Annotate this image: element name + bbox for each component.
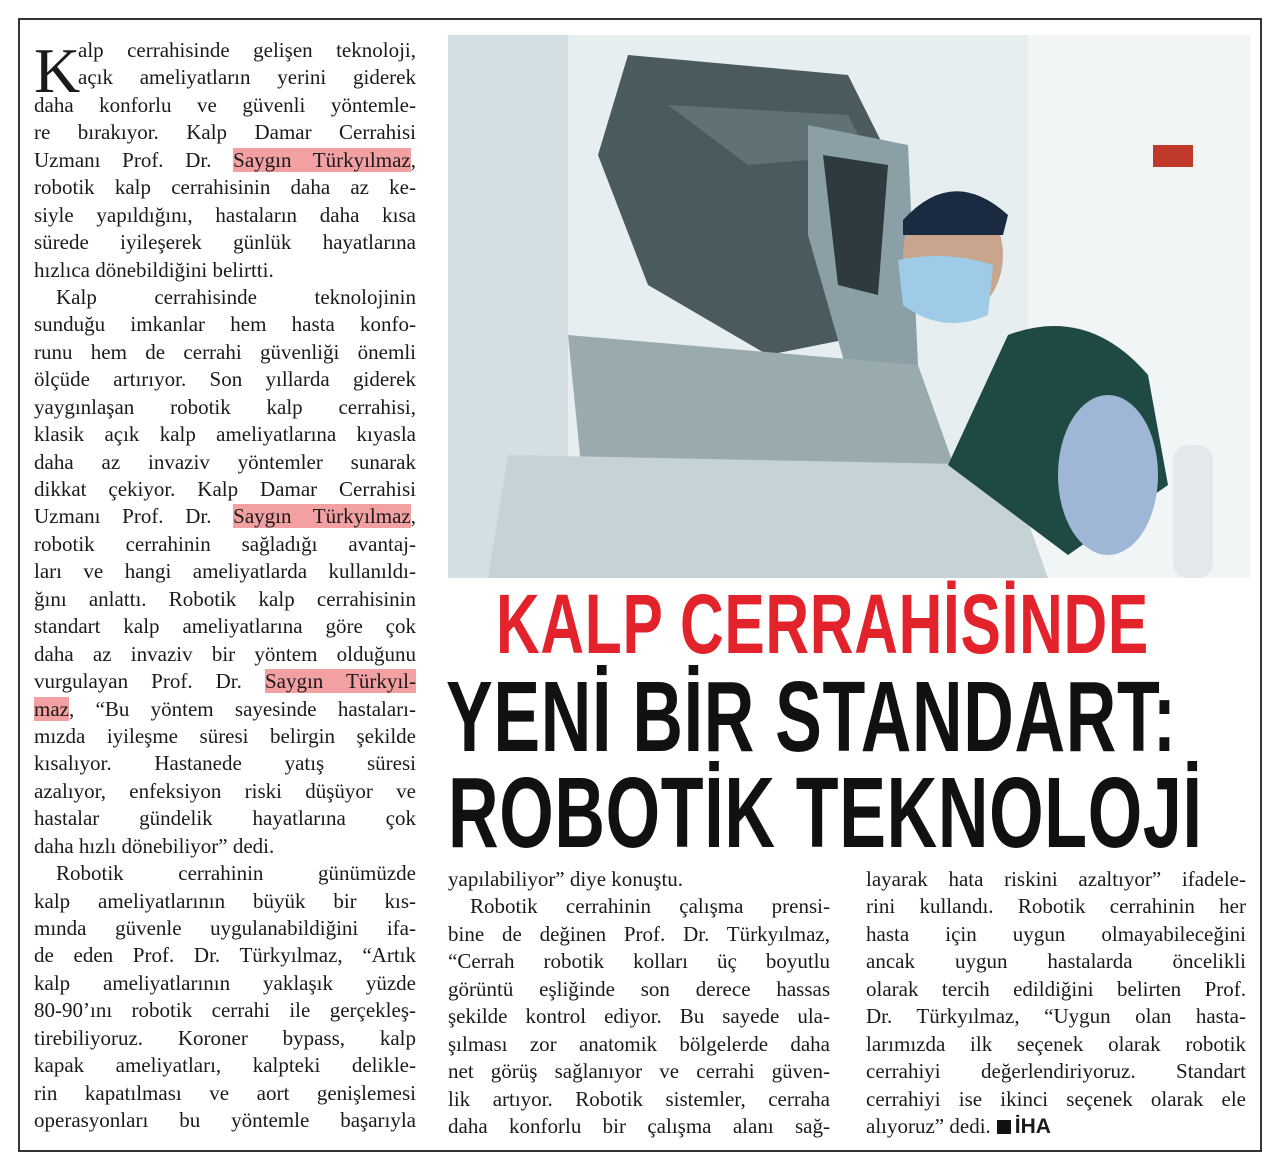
article-column-1 — [34, 37, 416, 1135]
highlighted-name: maz — [34, 696, 69, 721]
text-segment: açık ameliyatların yerini giderek — [78, 65, 416, 90]
text-line — [448, 1003, 830, 1030]
text-line — [866, 1058, 1246, 1085]
text-segment: rin kapatılması ve aort genişlemesi — [34, 1080, 416, 1105]
text-line — [34, 558, 416, 585]
article-column-3 — [866, 866, 1246, 1140]
text-segment: Uzmanı Prof. Dr. — [34, 147, 234, 172]
text-segment: şılması zor anatomik bölgelerde daha — [448, 1031, 830, 1056]
text-line — [34, 778, 416, 805]
text-segment: Robotik cerrahinin günümüzde — [56, 861, 416, 886]
text-line — [34, 970, 416, 997]
text-segment: hasta için uygun olmayabileceğini — [866, 921, 1246, 946]
text-line — [866, 1031, 1246, 1058]
highlighted-name: Saygın Türkyıl- — [264, 669, 416, 694]
text-segment: Uzmanı Prof. Dr. — [34, 504, 234, 529]
text-line — [448, 921, 830, 948]
text-line — [34, 503, 416, 530]
highlighted-name: Saygın Türkyılmaz — [233, 147, 411, 172]
text-segment: daha az invaziv yöntemler sunarak — [34, 449, 416, 474]
text-segment: alp cerrahisinde gelişen teknoloji, — [78, 38, 416, 62]
text-segment: yapılabiliyor” diye konuştu. — [448, 867, 684, 891]
headline-line-3: ROBOTİK TEKNOLOJİ — [448, 757, 1203, 869]
text-line — [34, 174, 416, 201]
text-segment: kalp ameliyatlarının yaklaşık yüzde — [34, 970, 416, 995]
text-segment: robotik kalp cerrahisinin daha az ke- — [34, 175, 416, 200]
text-segment: tirebiliyoruz. Koroner bypass, kalp — [34, 1025, 416, 1050]
text-segment: , — [410, 147, 416, 172]
highlighted-name: Saygın Türkyılmaz — [233, 504, 411, 529]
text-line — [448, 976, 830, 1003]
text-segment: mında güvenle uygulanabildiğini ifa- — [34, 916, 416, 940]
text-segment: görüntü eşliğinde son derece hassas — [448, 976, 830, 1001]
text-segment: net görüş sağlanıyor ve cerrahi güven- — [448, 1059, 830, 1084]
text-line — [866, 948, 1246, 975]
text-segment: daha konforlu bir çalışma alanı sağ- — [448, 1113, 830, 1138]
text-line — [34, 613, 416, 640]
text-segment: hastalar gündelik hayatlarına çok — [34, 806, 416, 831]
text-segment: alıyoruz” dedi. — [866, 1113, 991, 1138]
text-line — [448, 893, 830, 920]
text-segment: Kalp cerrahisinde teknolojinin — [56, 284, 416, 309]
headline-line-1: KALP CERRAHİSİNDE — [496, 577, 1149, 671]
text-line — [34, 1025, 416, 1052]
text-segment: Robotik cerrahinin çalışma prensi- — [470, 894, 830, 919]
text-segment: ancak uygun hastalarda öncelikli — [866, 949, 1246, 974]
text-segment: larımızda ilk seçenek olarak robotik — [866, 1031, 1246, 1056]
text-segment: sürede iyileşerek günlük hayatlarına — [34, 230, 416, 255]
text-segment: de eden Prof. Dr. Türkyılmaz, “Artık — [34, 943, 416, 968]
agency-credit: İHA — [1014, 1114, 1051, 1138]
text-segment: yaygınlaşan robotik kalp cerrahisi, — [34, 394, 416, 419]
text-segment: cerrahiyi değerlendiriyoruz. Standart — [866, 1059, 1246, 1084]
text-segment: daha konforlu ve güvenli yöntemle- — [34, 92, 416, 117]
text-line — [34, 1107, 416, 1134]
text-segment: 80-90’ını robotik cerrahi ile gerçekleş- — [34, 998, 416, 1023]
text-line — [866, 1003, 1246, 1030]
text-segment: daha az invaziv bir yöntem olduğunu — [34, 641, 416, 666]
text-segment: cerrahiyi ise ikinci seçenek olarak ele — [866, 1086, 1246, 1111]
text-segment: re bırakıyor. Kalp Damar Cerrahisi — [34, 120, 416, 145]
text-segment: kalp ameliyatlarının büyük bir kıs- — [34, 888, 416, 913]
text-segment: , “Bu yöntem sayesinde hastaları- — [68, 696, 416, 721]
text-line — [34, 833, 416, 860]
text-line — [34, 394, 416, 421]
text-line — [34, 339, 416, 366]
text-segment: kısalıyor. Hastanede yatış süresi — [34, 751, 416, 776]
text-segment: klasik açık kalp ameliyatlarına kıyasla — [34, 422, 416, 447]
text-line — [34, 311, 416, 338]
text-segment: olarak tercih edildiğini belirten Prof. — [866, 976, 1246, 1001]
text-segment: “Cerrah robotik kolları üç boyutlu — [448, 949, 830, 974]
text-segment: lik artıyor. Robotik sistemler, cerraha — [448, 1086, 830, 1111]
text-line — [34, 92, 416, 119]
text-line — [34, 366, 416, 393]
text-line — [34, 1052, 416, 1079]
text-segment: sunduğu imkanlar hem hasta konfo- — [34, 312, 416, 337]
text-line — [34, 64, 416, 91]
text-line — [448, 1058, 830, 1085]
text-line — [34, 421, 416, 448]
text-segment: mızda iyileşme süresi belirgin şekilde — [34, 723, 416, 748]
text-line — [866, 893, 1246, 920]
text-line — [34, 888, 416, 915]
text-line — [34, 723, 416, 750]
text-segment: bine de değinen Prof. Dr. Türkyılmaz, — [448, 921, 830, 946]
text-line — [448, 1113, 830, 1140]
text-line — [34, 915, 416, 942]
text-segment: Dr. Türkyılmaz, “Uygun olan hasta- — [866, 1004, 1246, 1029]
text-line — [866, 921, 1246, 948]
text-segment: ları ve hangi ameliyatlarda kullanıldı- — [34, 559, 416, 584]
text-line — [34, 284, 416, 311]
text-line — [34, 119, 416, 146]
article-column-2 — [448, 866, 830, 1140]
text-line — [34, 229, 416, 256]
text-line — [34, 860, 416, 887]
text-line — [34, 641, 416, 668]
text-line — [448, 1031, 830, 1058]
text-line — [34, 202, 416, 229]
text-segment: robotik cerrahinin sağladığı avantaj- — [34, 531, 416, 556]
text-line — [448, 866, 830, 893]
end-square-icon — [997, 1120, 1011, 1134]
drop-cap: K — [34, 35, 81, 106]
text-segment: runu hem de cerrahi güvenliği önemli — [34, 339, 416, 364]
headline-line-2: YENİ BİR STANDART: — [446, 661, 1177, 773]
text-line — [866, 866, 1246, 893]
text-line — [448, 948, 830, 975]
text-segment: siyle yapıldığını, hastaların daha kısa — [34, 202, 416, 227]
text-line — [34, 1080, 416, 1107]
text-segment: standart kalp ameliyatlarına göre çok — [34, 614, 416, 639]
text-line — [34, 37, 416, 64]
text-line — [866, 976, 1246, 1003]
text-segment: hızlıca dönebildiğini belirtti. — [34, 257, 274, 282]
text-line — [34, 750, 416, 777]
text-segment: , — [410, 504, 416, 529]
article-photo — [448, 35, 1250, 578]
text-line — [866, 1113, 1246, 1140]
text-segment: ğını anlattı. Robotik kalp cerrahisinin — [34, 586, 416, 611]
text-segment: operasyonları bu yöntemle başarıyla — [34, 1108, 416, 1133]
text-line — [34, 257, 416, 284]
text-segment: vurgulayan Prof. Dr. — [34, 669, 265, 694]
surgeon-robot-console-image — [448, 35, 1250, 578]
text-segment: dikkat çekiyor. Kalp Damar Cerrahisi — [34, 477, 416, 501]
text-line — [34, 531, 416, 558]
text-line — [866, 1086, 1246, 1113]
text-segment: rini kullandı. Robotik cerrahinin her — [866, 894, 1246, 919]
text-line — [34, 997, 416, 1024]
text-line — [448, 1086, 830, 1113]
text-line — [34, 147, 416, 174]
text-segment: azalıyor, enfeksiyon riski düşüyor ve — [34, 778, 416, 803]
text-line — [34, 476, 416, 503]
text-line — [34, 668, 416, 695]
text-segment: kapak ameliyatları, kalpteki delikle- — [34, 1053, 416, 1078]
text-line — [34, 449, 416, 476]
text-line — [34, 805, 416, 832]
text-segment: layarak hata riskini azaltıyor” ifadele- — [866, 867, 1246, 891]
text-segment: şekilde kontrol ediyor. Bu sayede ula- — [448, 1004, 830, 1029]
text-line — [34, 586, 416, 613]
text-line — [34, 696, 416, 723]
text-line — [34, 942, 416, 969]
text-segment: ölçüde artırıyor. Son yıllarda giderek — [34, 367, 416, 392]
text-segment: daha hızlı dönebiliyor” dedi. — [34, 833, 275, 858]
